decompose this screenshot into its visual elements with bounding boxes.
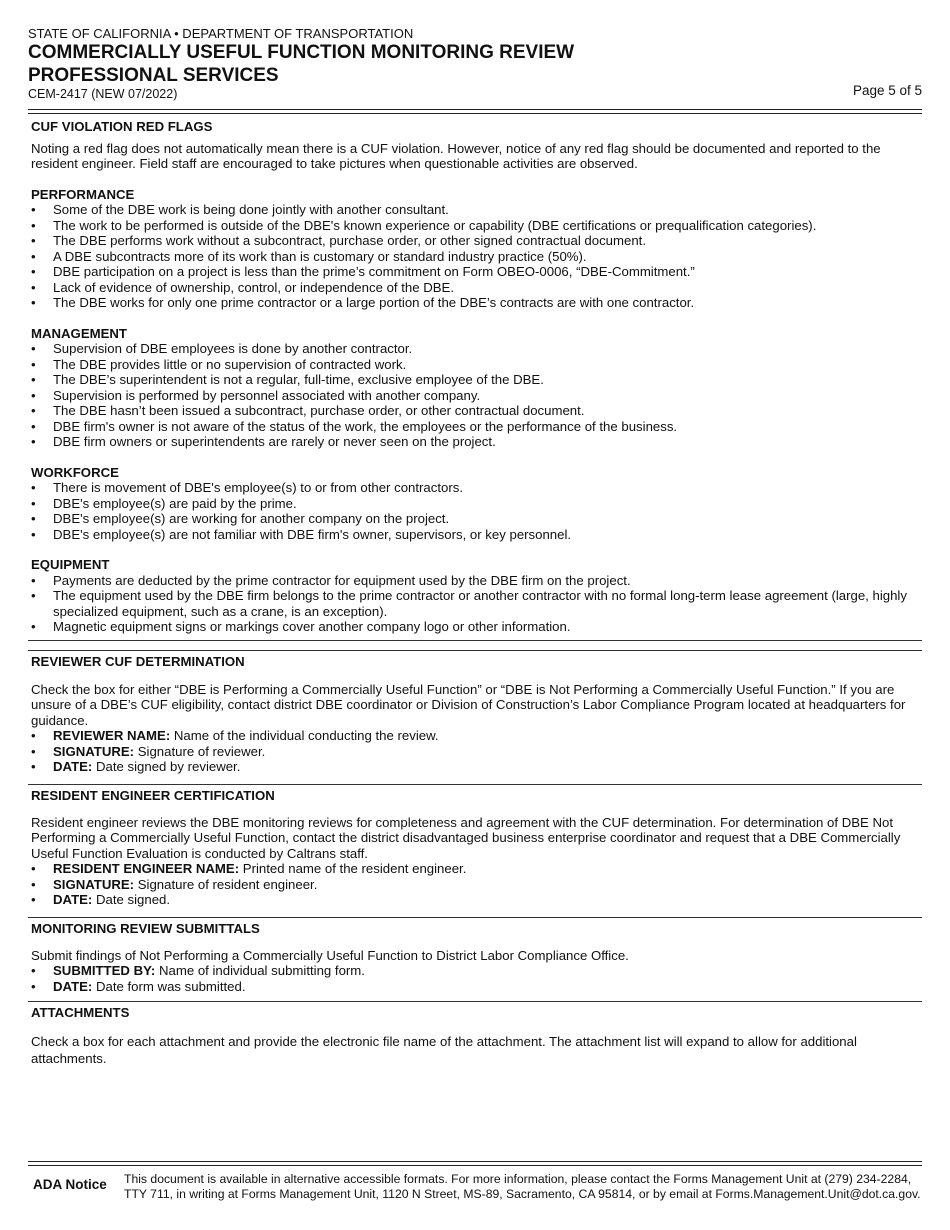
item-text: Printed name of the resident engineer. — [242, 861, 467, 876]
header-divider — [28, 109, 922, 114]
item-text: Date signed by reviewer. — [95, 759, 241, 774]
list-item: • The DBE provides little or no supervision of contracted work. — [31, 357, 923, 373]
ada-notice-text: This document is available in alternative accessible formats. For more information, please contact the Forms Management Unit at (279) 234-2284, TTY 711, in writing at Forms Management Unit, 1120 N Street, MS-89, Sacramento, CA 95814, or by email at Forms.Management.Unit@dot.ca.gov. — [124, 1172, 921, 1201]
submittals-section — [31, 921, 923, 994]
management-list — [31, 341, 923, 450]
list-item: • DBE firm's owner is not aware of the status of the work, the employees or the performance of the business. — [31, 419, 923, 435]
management-heading: MANAGEMENT — [31, 325, 127, 341]
resident-intro: Resident engineer reviews the DBE monitoring reviews for completeness and agreement with the CUF determination. For determination of DBE Not Performing a Commercially Useful Function, contact the district disadvantaged business enterprise coordinator and request that a DBE Commercially Useful Function Evaluation is conducted by Caltrans staff. — [31, 814, 901, 861]
section-divider — [28, 784, 922, 785]
list-item: • Some of the DBE work is being done jointly with another consultant. — [31, 202, 923, 218]
equipment-list — [31, 573, 923, 635]
submittals-list — [31, 963, 923, 994]
list-item: • The DBE works for only one prime contractor or a large portion of the DBE’s contracts are with one contractor. — [31, 295, 923, 311]
list-item — [31, 861, 923, 877]
form-title-line2: PROFESSIONAL SERVICES — [28, 65, 279, 86]
attachments-intro: Check a box for each attachment and provide the electronic file name of the attachment. The attachment list will expand to allow for additional attachments. — [31, 1033, 857, 1066]
footer-divider — [28, 1161, 922, 1166]
list-item — [31, 728, 923, 744]
list-item: • The DBE performs work without a subcontract, purchase order, or other signed contractual document. — [31, 233, 923, 249]
item-text: Signature of resident engineer. — [137, 876, 318, 892]
workforce-list — [31, 480, 923, 542]
list-item — [31, 877, 923, 893]
resident-heading: RESIDENT ENGINEER CERTIFICATION — [31, 788, 275, 803]
reviewer-intro: Check the box for either “DBE is Performing a Commercially Useful Function” or “DBE is Not Performing a Commercially Useful Function.” If you are unsure of a DBE’s CUF eligibility, contact district DBE coordinator or Division of Construction’s Labor Compliance Program located at headquarters for guidance. — [31, 681, 906, 728]
list-item: • DBE's employee(s) are paid by the prime. — [31, 496, 923, 512]
section-divider — [28, 1001, 922, 1002]
item-label: DATE: — [53, 978, 93, 994]
reviewer-section — [31, 654, 923, 775]
item-text: Signature of reviewer. — [137, 743, 266, 759]
performance-heading: PERFORMANCE — [31, 186, 135, 202]
list-item: • DBE's employee(s) are not familiar with DBE firm's owner, supervisors, or key personnel. — [31, 527, 923, 543]
agency-line: STATE OF CALIFORNIA • DEPARTMENT OF TRANSPORTATION — [28, 26, 414, 41]
item-label: DATE: — [53, 759, 93, 774]
item-label: SUBMITTED BY: — [53, 963, 156, 978]
performance-list — [31, 202, 923, 311]
list-item — [31, 892, 923, 908]
list-item: • The DBE hasn’t been issued a subcontract, purchase order, or other contractual document. — [31, 403, 923, 419]
section-divider — [28, 650, 922, 651]
red-flags-heading: CUF VIOLATION RED FLAGS — [31, 119, 213, 134]
workforce-heading: WORKFORCE — [31, 464, 119, 480]
ada-notice-label: ADA Notice — [33, 1177, 107, 1192]
item-label: DATE: — [53, 892, 93, 907]
list-item: • Supervision is performed by personnel associated with another company. — [31, 388, 923, 404]
equipment-heading: EQUIPMENT — [31, 557, 110, 572]
list-item: • The DBE’s superintendent is not a regular, full-time, exclusive employee of the DBE. — [31, 372, 923, 388]
list-item: • Magnetic equipment signs or markings cover another company logo or other information. — [31, 619, 923, 635]
list-item — [31, 963, 923, 979]
reviewer-list — [31, 728, 923, 775]
attachments-section — [31, 1005, 923, 1067]
list-item: • DBE firm owners or superintendents are rarely or never seen on the project. — [31, 434, 923, 450]
red-flags-intro: Noting a red flag does not automatically mean there is a CUF violation. However, notice of any red flag should be documented and reported to the resident engineer. Field staff are encouraged to take pictures when questionable activities are observed. — [31, 140, 881, 171]
list-item: • A DBE subcontracts more of its work than is customary or standard industry practice (50%). — [31, 249, 923, 265]
item-text: Date form was submitted. — [95, 978, 246, 994]
attachments-heading: ATTACHMENTS — [31, 1005, 130, 1020]
submittals-intro: Submit findings of Not Performing a Commercially Useful Function to District Labor Compliance Office. — [31, 947, 629, 963]
list-item: • Lack of evidence of ownership, control, or independence of the DBE. — [31, 280, 923, 296]
resident-list — [31, 861, 923, 908]
list-item: • Supervision of DBE employees is done by another contractor. — [31, 341, 923, 357]
section-divider — [28, 640, 922, 641]
form-title-line1: COMMERCIALLY USEFUL FUNCTION MONITORING REVIEW — [28, 42, 575, 63]
item-label: SIGNATURE: — [53, 743, 135, 759]
list-item — [31, 979, 923, 995]
list-item: • The equipment used by the DBE firm belongs to the prime contractor or another contractor with no formal long-term lease agreement (large, highly specialized equipment, such as a crane, is an exception). — [31, 588, 923, 619]
page-number: Page 5 of 5 — [852, 83, 922, 98]
item-text: Name of individual submitting form. — [159, 963, 365, 978]
list-item — [31, 744, 923, 760]
item-label: REVIEWER NAME: — [53, 728, 171, 743]
item-label: SIGNATURE: — [53, 876, 135, 892]
reviewer-heading: REVIEWER CUF DETERMINATION — [31, 654, 245, 669]
red-flags-section — [31, 119, 923, 635]
item-text: Date signed. — [95, 892, 171, 907]
item-label: RESIDENT ENGINEER NAME: — [53, 861, 240, 876]
form-number: CEM-2417 (NEW 07/2022) — [28, 87, 178, 101]
list-item: • There is movement of DBE's employee(s) to or from other contractors. — [31, 480, 923, 496]
section-divider — [28, 917, 922, 918]
list-item: • Payments are deducted by the prime contractor for equipment used by the DBE firm on the project. — [31, 573, 923, 589]
form-title — [28, 41, 648, 87]
list-item — [31, 759, 923, 775]
list-item: • The work to be performed is outside of the DBE's known experience or capability (DBE certifications or prequalification categories). — [31, 218, 923, 234]
list-item: • DBE participation on a project is less than the prime’s commitment on Form OBEO-0006, “DBE-Commitment.” — [31, 264, 923, 280]
item-text: Name of the individual conducting the review. — [173, 728, 439, 743]
list-item: • DBE's employee(s) are working for another company on the project. — [31, 511, 923, 527]
submittals-heading: MONITORING REVIEW SUBMITTALS — [31, 921, 260, 936]
resident-section — [31, 788, 923, 908]
